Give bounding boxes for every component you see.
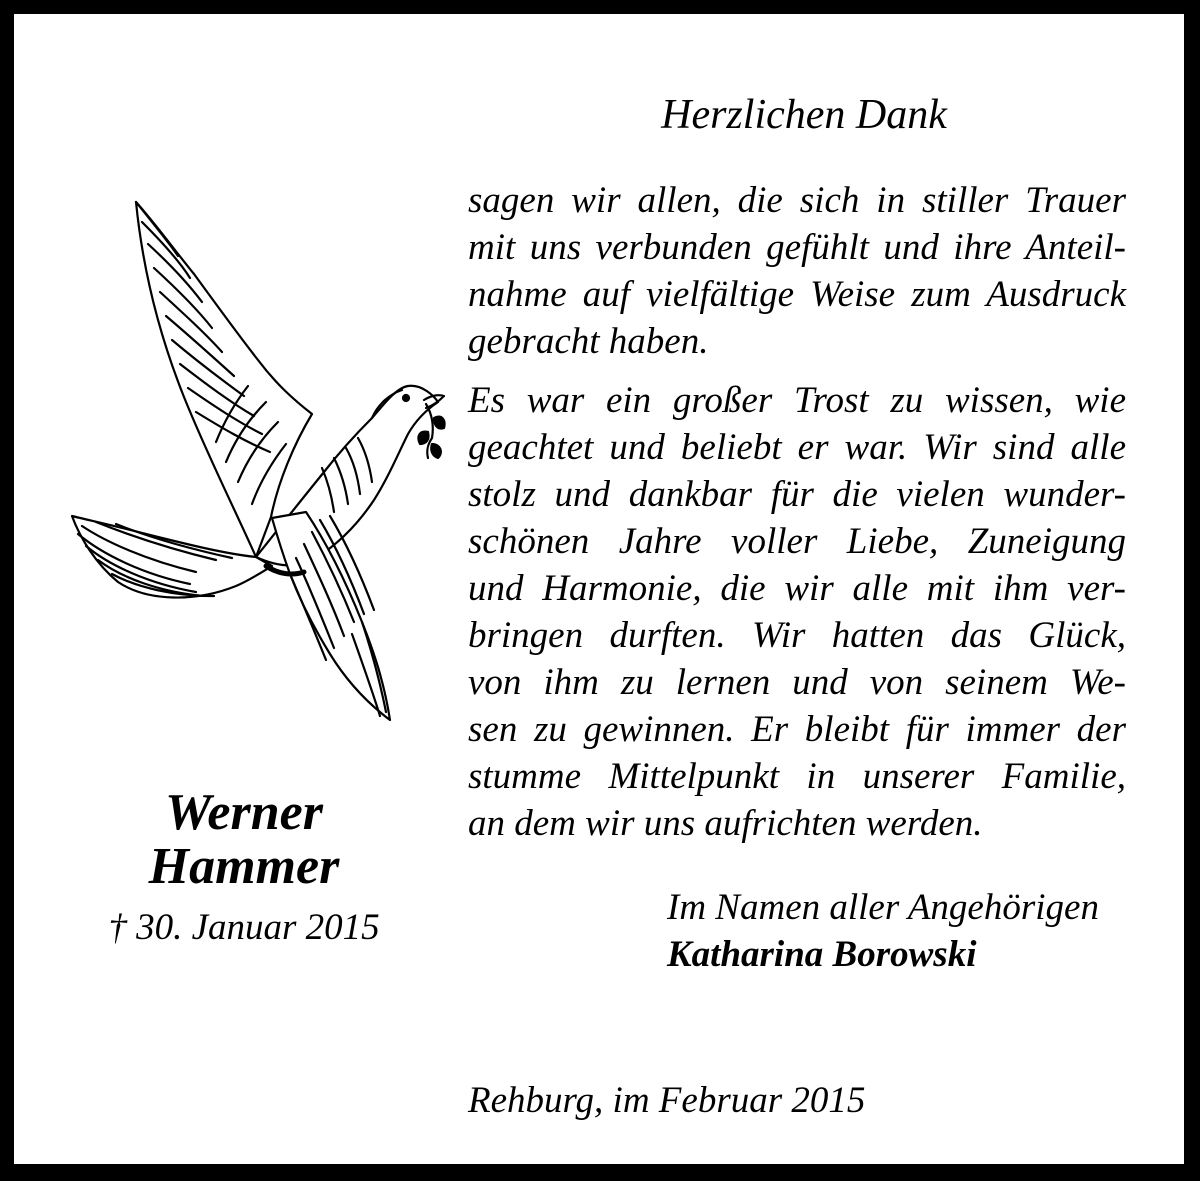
tribute-paragraph [468,377,1126,847]
deceased-name [54,786,434,894]
thanks-line: gebracht haben. [468,321,709,362]
heading: Herzlichen Dank [661,92,947,138]
tribute-line: stumme Mittelpunkt in unserer Familie, [468,756,1126,797]
tribute-line: Es war ein großer Trost zu wissen, wie [468,380,1126,421]
thanks-line: mit uns verbunden gefühlt und ihre Anteil- [468,227,1126,268]
obituary-card [14,14,1184,1164]
signer-name: Katharina Borowski [667,934,977,975]
tribute-line: an dem wir uns aufrichten werden. [468,803,983,844]
place-date: Rehburg, im Februar 2015 [468,1080,866,1121]
thanks-line: nahme auf vielfältige Weise zum Ausdruck [468,274,1126,315]
tribute-line: sen zu gewinnen. Er bleibt für immer der [468,709,1126,750]
closing-block [667,884,1099,978]
first-name: Werner [165,784,323,841]
closing-line: Im Namen aller Angehörigen [667,887,1099,928]
last-name: Hammer [148,838,340,895]
thanks-paragraph [468,177,1126,365]
tribute-line: von ihm zu lernen und von seinem We- [468,662,1126,703]
tribute-line: geachtet und beliebt er war. Wir sind alle [468,427,1126,468]
thanks-line: sagen wir allen, die sich in stiller Trauer [468,180,1126,221]
dove-with-olive-branch-icon [66,182,446,722]
tribute-line: bringen durften. Wir hatten das Glück, [468,615,1126,656]
tribute-line: schönen Jahre voller Liebe, Zuneigung [468,521,1126,562]
tribute-line: stolz und dankbar für die vielen wunder- [468,474,1126,515]
death-date: † 30. Januar 2015 [108,907,380,948]
tribute-line: und Harmonie, die wir alle mit ihm ver- [468,568,1126,609]
